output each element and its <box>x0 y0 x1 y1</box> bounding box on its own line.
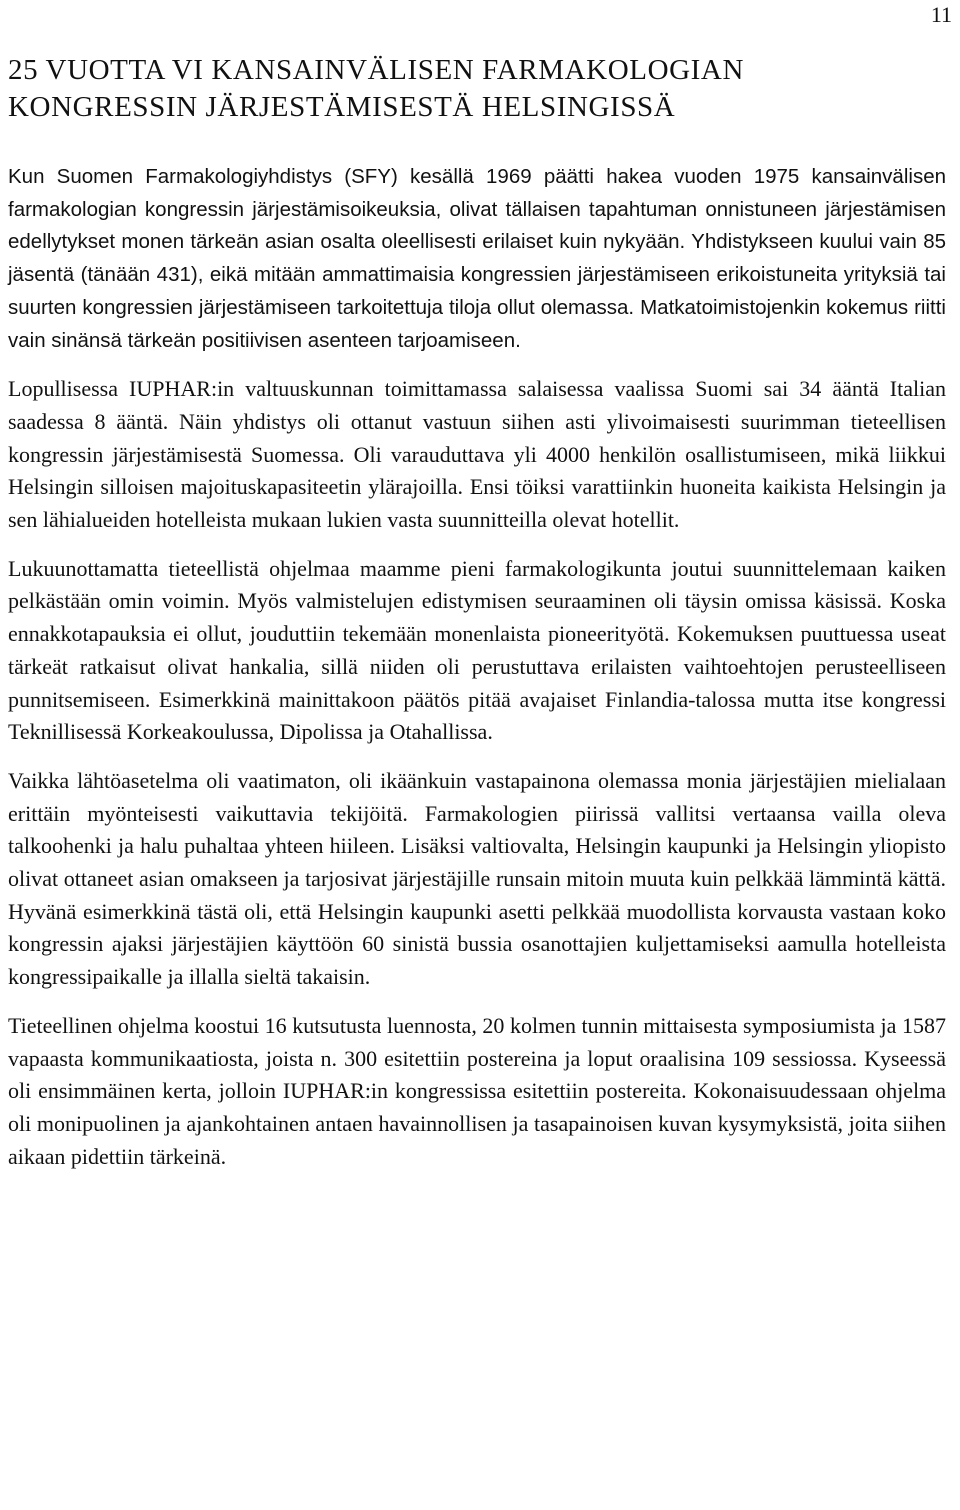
page-number: 11 <box>930 2 952 27</box>
article-title-line-1: 25 VUOTTA VI KANSAINVÄLISEN FARMAKOLOGIAN <box>8 54 744 86</box>
article-title-line-2: KONGRESSIN JÄRJESTÄMISESTÄ HELSINGISSÄ <box>8 91 676 123</box>
paragraph-1: Kun Suomen Farmakologiyhdistys (SFY) kesällä 1969 päätti hakea vuoden 1975 kansainvälisen farmakologian kongressin järjestämisoikeuksia, olivat tällaisen tapahtuman onnistuneen järjestämisen edellytykset monen tärkeän asian osalta oleellisesti erilaiset kuin nykyään. Yhdistykseen kuului vain 85 jäsentä (tänään 431), eikä mitään ammattimaisia kongressien järjestämiseen erikoistuneita yrityksiä tai suurten kongressien järjestämiseen tarkoitettuja tiloja ollut olemassa. Matkatoimistojenkin kokemus riitti vain sinänsä tärkeän positiivisen asenteen tarjoamiseen. <box>8 165 946 352</box>
paragraph-3: Lukuunottamatta tieteellistä ohjelmaa maamme pieni farmakologikunta joutui suunnittelemaan kaiken pelkästään omin voimin. Myös valmistelujen edistymisen seuraaminen oli täysin omissa käsissä. Koska ennakkotapauksia ei ollut, jouduttiin tekemään monenlaista pioneerityötä. Kokemuksen puuttuessa useat tärkeät ratkaisut olivat hankalia, sillä niiden oli perustuttava erilaisten vaihtoehtojen perusteelliseen punnitsemiseen. Esimerkkinä mainittakoon päätös pitää avajaiset Finlandia-talossa mutta itse kongressi Teknillisessä Korkeakoulussa, Dipolissa ja Otahallissa. <box>8 555 946 745</box>
article-title <box>8 52 952 126</box>
paragraph-2: Lopullisessa IUPHAR:in valtuuskunnan toimittamassa salaisessa vaalissa Suomi sai 34 ääntä Italian saadessa 8 ääntä. Näin yhdistys oli ottanut vastuun siihen asti ylivoimaisesti suurimman tieteellisen kongressin järjestämisestä Suomessa. Oli varauduttava yli 4000 henkilön osallistumiseen, mikä liikkui Helsingin silloisen majoituskapasiteetin ylärajoilla. Ensi töiksi varattiinkin huoneita kaikista Helsingin ja sen lähialueiden hotelleista mukaan lukien vasta suunnitteilla olevat hotellit. <box>8 376 946 533</box>
article-body <box>8 161 946 1189</box>
paragraph-4: Vaikka lähtöasetelma oli vaatimaton, oli ikäänkuin vastapainona olemassa monia järjestäjien mielialaan erittäin myönteisesti vaikuttavia tekijöitä. Farmakologien piirissä vallitsi vertaansa vailla oleva talkoohenki ja halu puhaltaa yhteen hiileen. Lisäksi valtiovalta, Helsingin kaupunki ja Helsingin yliopisto olivat ottaneet asian omakseen ja tarjosivat järjestäjille runsain mitoin muuta kuin pelkkää lämmintä kättä. Hyvänä esimerkkinä tästä oli, että Helsingin kaupunki asetti pelkkää muodollista korvausta vastaan koko kongressin ajaksi järjestäjien käyttöön 60 sinistä bussia osanottajien kuljettamiseksi aamulla hotelleista kongressipaikalle ja illalla sieltä takaisin. <box>8 767 946 990</box>
paragraph-5: Tieteellinen ohjelma koostui 16 kutsutusta luennosta, 20 kolmen tunnin mittaisesta symposiumista ja 1587 vapaasta kommunikaatiosta, joista n. 300 esitettiin postereina ja loput oraalisina 109 sessiossa. Kyseessä oli ensimmäinen kerta, jolloin IUPHAR:in kongressissa esitettiin postereita. Kokonaisuudessaan ohjelma oli monipuolinen ja ajankohtainen antaen havainnollisen ja tasapainoisen kuvan kysymyksistä, joita siihen aikaan pidettiin tärkeinä. <box>8 1012 946 1169</box>
